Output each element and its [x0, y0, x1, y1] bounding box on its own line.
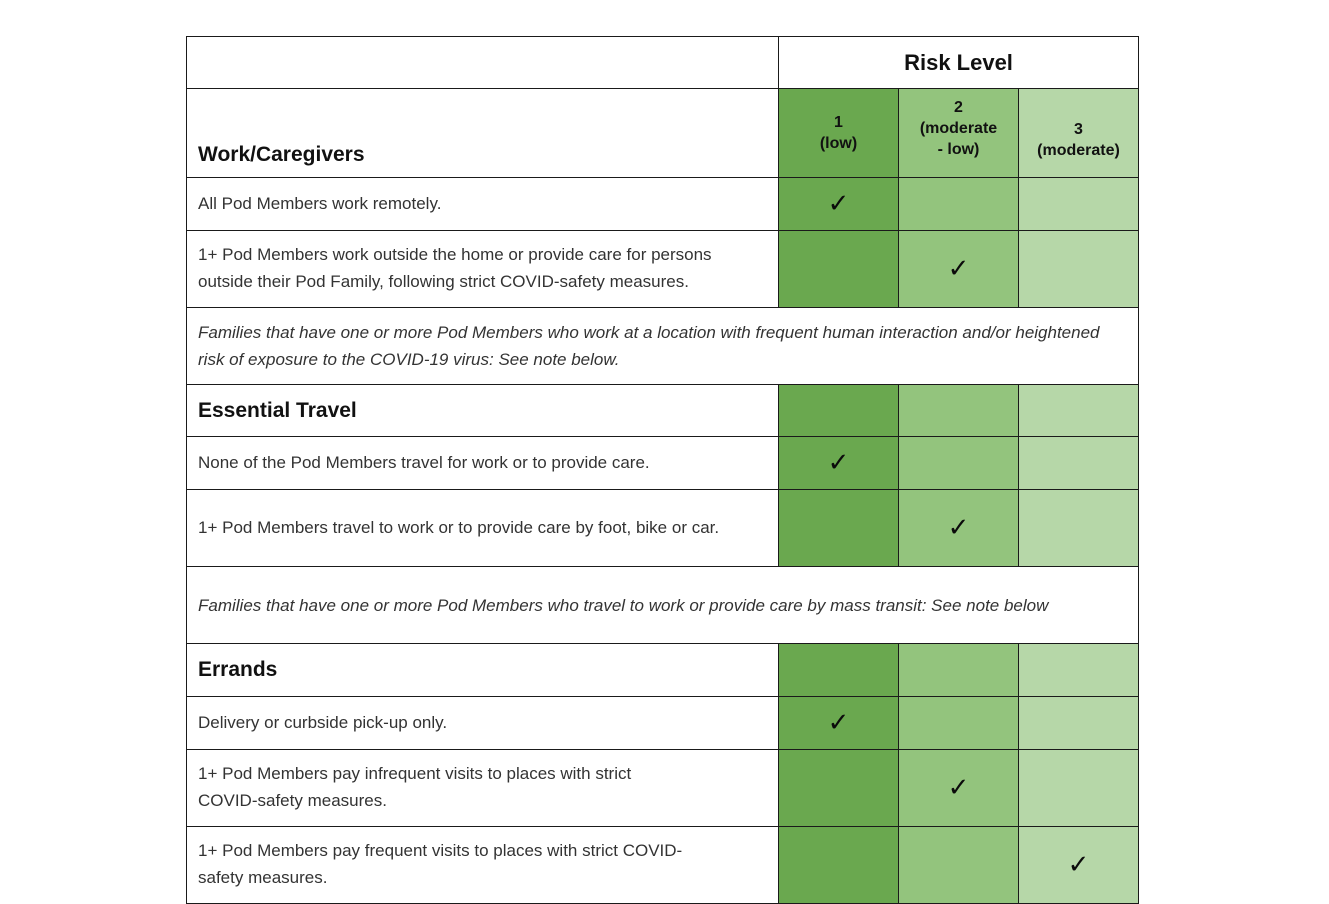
- section-note: Families that have one or more Pod Members who work at a location with frequent human interaction and/or heightened risk of exposure to the COVID-19 virus: See note below.: [187, 308, 1139, 385]
- check-mark-icon: ✓: [779, 697, 899, 750]
- level-3-cell: [1019, 231, 1139, 308]
- section-header-row: [187, 89, 1139, 178]
- criterion-text: Delivery or curbside pick-up only.: [187, 697, 779, 750]
- criterion-text: All Pod Members work remotely.: [187, 178, 779, 231]
- criterion-text: 1+ Pod Members pay infrequent visits to places with strict COVID-safety measures.: [187, 750, 779, 827]
- level-1-cell: [779, 750, 899, 827]
- table-row: [187, 490, 1139, 567]
- level-3-cell: [1019, 490, 1139, 567]
- section-header-row: [187, 385, 1139, 437]
- risk-level-heading: Risk Level: [779, 37, 1139, 89]
- section-title-work-caregivers: Work/Caregivers: [187, 89, 779, 178]
- level-3-cell: [1019, 437, 1139, 490]
- level-2-cell: [899, 827, 1019, 904]
- level-2-label-line1: (moderate: [919, 119, 998, 137]
- criterion-text: 1+ Pod Members travel to work or to provide care by foot, bike or car.: [187, 490, 779, 567]
- header-row: [187, 37, 1139, 89]
- table-row: [187, 231, 1139, 308]
- level-3-heading: [1019, 89, 1139, 178]
- level-2-number: 2: [954, 98, 963, 116]
- level-1-number: 1: [834, 114, 843, 131]
- level-2-cell: [899, 178, 1019, 231]
- level-2-cell: [899, 644, 1019, 697]
- level-1-cell: [779, 231, 899, 308]
- table-row: [187, 437, 1139, 490]
- criterion-text: 1+ Pod Members work outside the home or provide care for persons outside their Pod Family, following strict COVID-safety measures.: [187, 231, 779, 308]
- note-row: [187, 567, 1139, 644]
- header-corner-cell: [187, 37, 779, 89]
- level-3-cell: [1019, 697, 1139, 750]
- check-mark-icon: ✓: [1019, 827, 1139, 904]
- level-3-number: 3: [1074, 121, 1083, 138]
- check-mark-icon: ✓: [779, 178, 899, 231]
- section-title-errands: Errands: [187, 644, 779, 697]
- table-row: [187, 178, 1139, 231]
- level-3-cell: [1019, 750, 1139, 827]
- note-row: [187, 308, 1139, 385]
- level-2-cell: [899, 437, 1019, 490]
- table-row: [187, 750, 1139, 827]
- criterion-text: 1+ Pod Members pay frequent visits to places with strict COVID-safety measures.: [187, 827, 779, 904]
- check-mark-icon: ✓: [899, 490, 1019, 567]
- check-mark-icon: ✓: [899, 231, 1019, 308]
- level-1-cell: [779, 385, 899, 437]
- level-1-heading: [779, 89, 899, 178]
- level-3-label: (moderate): [1037, 142, 1120, 159]
- level-2-label-line2: - low): [937, 140, 980, 158]
- risk-level-table: [186, 36, 1139, 904]
- section-header-row: [187, 644, 1139, 697]
- table-row: [187, 827, 1139, 904]
- level-2-cell: [899, 385, 1019, 437]
- level-2-cell: [899, 697, 1019, 750]
- level-1-cell: [779, 490, 899, 567]
- section-title-essential-travel: Essential Travel: [187, 385, 779, 437]
- level-3-cell: [1019, 178, 1139, 231]
- table-row: [187, 697, 1139, 750]
- level-3-cell: [1019, 385, 1139, 437]
- level-2-heading: [899, 89, 1019, 178]
- check-mark-icon: ✓: [899, 750, 1019, 827]
- level-1-cell: [779, 827, 899, 904]
- level-1-label: (low): [819, 135, 858, 152]
- check-mark-icon: ✓: [779, 437, 899, 490]
- level-3-cell: [1019, 644, 1139, 697]
- level-1-cell: [779, 644, 899, 697]
- criterion-text: None of the Pod Members travel for work or to provide care.: [187, 437, 779, 490]
- section-note: Families that have one or more Pod Members who travel to work or provide care by mass transit: See note below: [187, 567, 1139, 644]
